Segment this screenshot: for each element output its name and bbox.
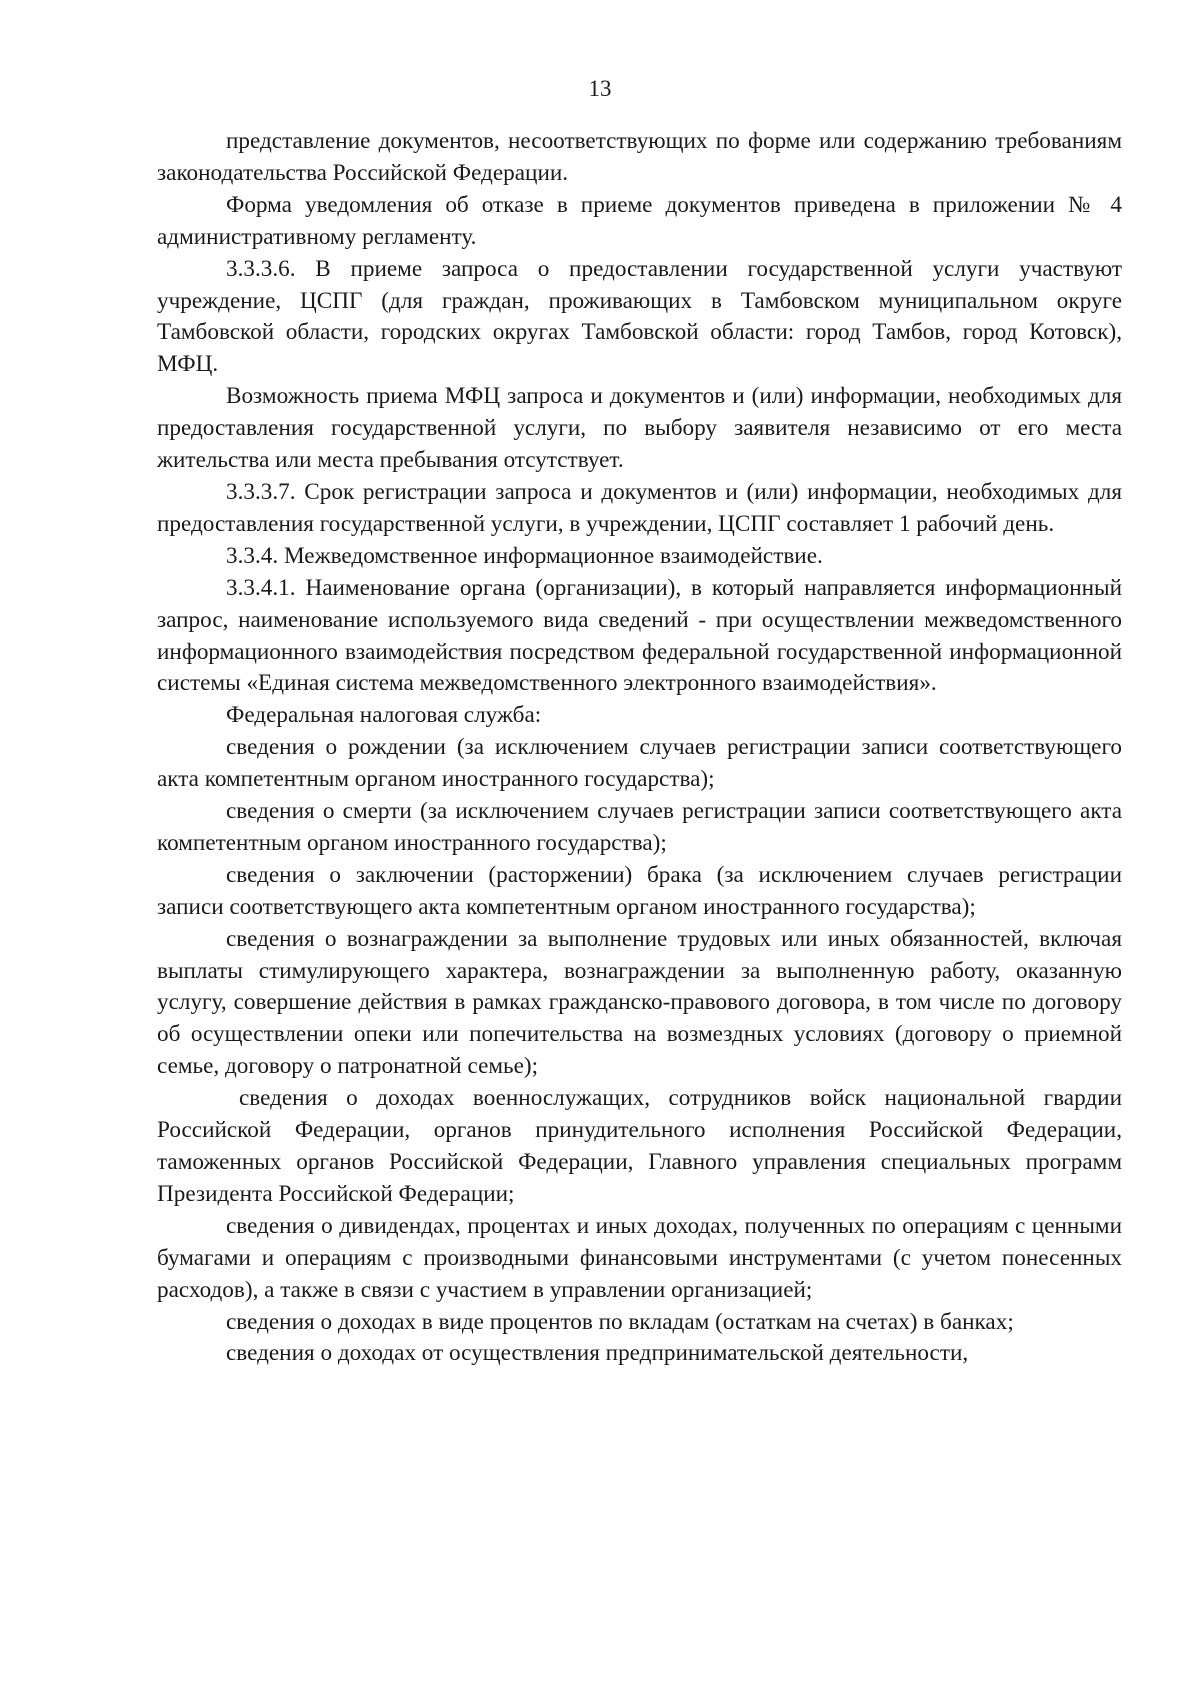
- paragraph: представление документов, несоответствующих по форме или содержанию требованиям законодательства Российской Федерации.: [157, 128, 1122, 186]
- paragraph: 3.3.3.7. Срок регистрации запроса и документов и (или) информации, необходимых для предоставления государственной услуги, в учреждении, ЦСПГ составляет 1 рабочий день.: [157, 478, 1122, 537]
- paragraph: Возможность приема МФЦ запроса и документов и (или) информации, необходимых для предоставления государственной услуги, по выбору заявителя независимо от его места жительства или места пребывания отсутствует.: [157, 383, 1122, 474]
- paragraph: 3.3.4. Межведомственное информационное взаимодействие.: [226, 542, 823, 569]
- paragraph: сведения о смерти (за исключением случаев регистрации записи соответствующего акта компетентным органом иностранного государства);: [157, 798, 1122, 856]
- paragraph: Форма уведомления об отказе в приеме документов приведена в приложении № 4 административному регламенту.: [157, 191, 1122, 250]
- paragraph: сведения о дивидендах, процентах и иных доходах, полученных по операциям с ценными бумагами и операциям с производными финансовыми инструментами (с учетом понесенных расходов), а также в связи с участием в управлении организацией;: [157, 1212, 1122, 1303]
- paragraph: Федеральная налоговая служба:: [226, 702, 542, 729]
- document-body: [157, 126, 1122, 1370]
- paragraph: сведения о доходах от осуществления предпринимательской деятельности,: [226, 1340, 969, 1367]
- paragraph: сведения о рождении (за исключением случаев регистрации записи соответствующего акта компетентным органом иностранного государства);: [157, 734, 1122, 793]
- page-number: 13: [588, 76, 612, 101]
- paragraph: сведения о доходах военнослужащих, сотрудников войск национальной гвардии Российской Федерации, органов принудительного исполнения Российской Федерации, таможенных органов Российской Федерации, Главного управления специальных программ Президента Российской Федерации;: [157, 1085, 1122, 1207]
- paragraph: сведения о вознаграждении за выполнение трудовых или иных обязанностей, включая выплаты стимулирующего характера, вознаграждении за выполненную работу, оказанную услугу, совершение действия в рамках гражданско-правового договора, в том числе по договору об осуществлении опеки или попечительства на возмездных условиях (договору о приемной семье, договору о патронатной семье);: [157, 925, 1122, 1080]
- paragraph: 3.3.4.1. Наименование органа (организации), в который направляется информационный запрос, наименование используемого вида сведений - при осуществлении межведомственного информационного взаимодействия посредством федеральной государственной информационной системы «Единая система межведомственного электронного взаимодействия».: [157, 574, 1122, 697]
- paragraph: сведения о заключении (расторжении) брака (за исключением случаев регистрации записи соответствующего акта компетентным органом иностранного государства);: [157, 861, 1122, 920]
- paragraph: сведения о доходах в виде процентов по вкладам (остаткам на счетах) в банках;: [226, 1308, 1014, 1335]
- paragraph: 3.3.3.6. В приеме запроса о предоставлении государственной услуги участвуют учреждение, ЦСПГ (для граждан, проживающих в Тамбовском муниципальном округе Тамбовской области, городских округах Тамбовской области: город Тамбов, город Котовск), МФЦ.: [157, 255, 1122, 378]
